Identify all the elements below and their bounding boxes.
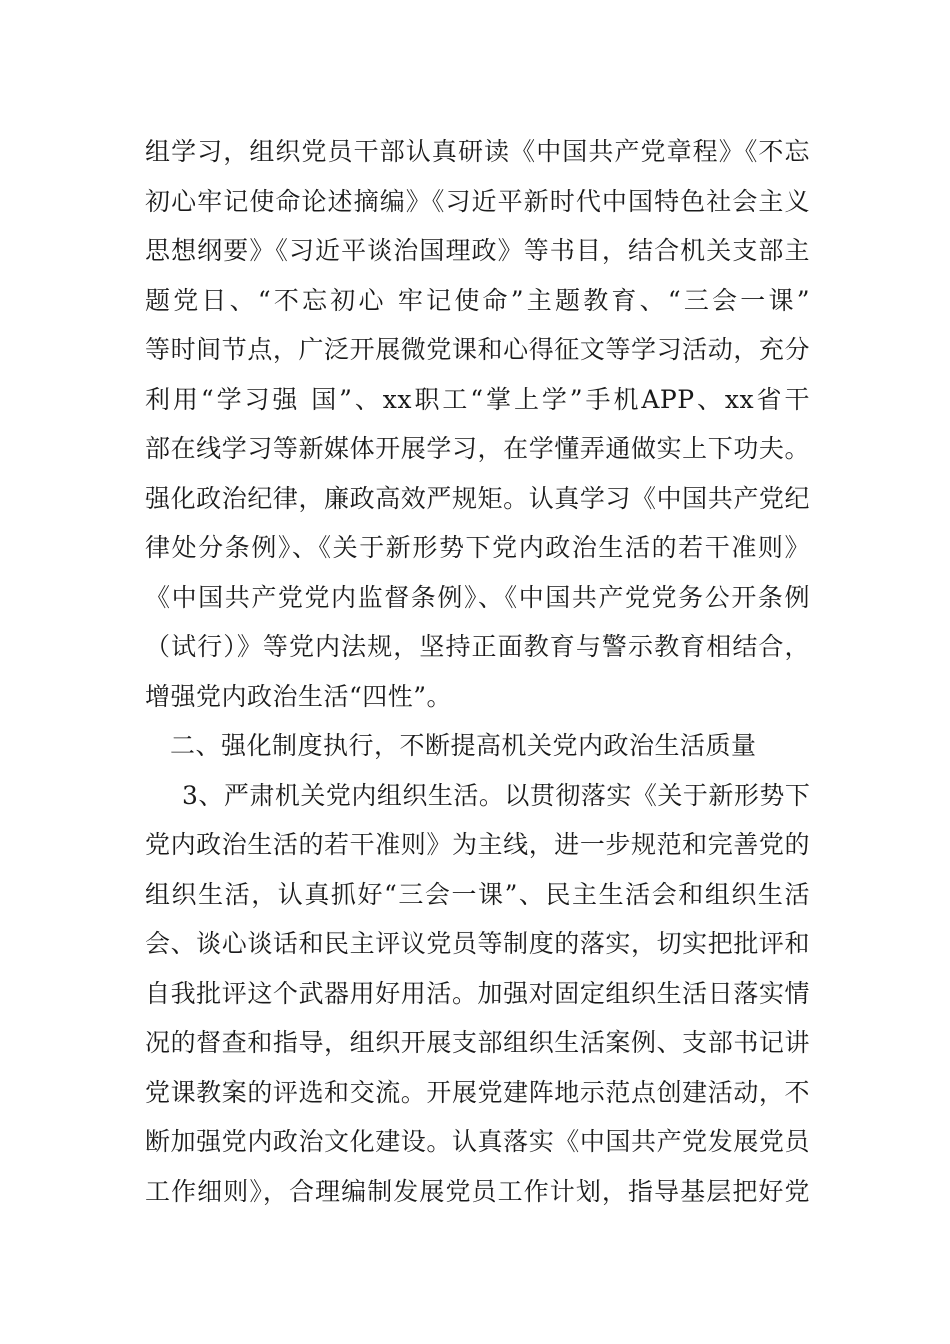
paragraph-line: 断加强党内政治文化建设。认真落实《中国共产党发展党员 bbox=[145, 1127, 810, 1156]
paragraph-line: 党内政治生活的若干准则》为主线，进一步规范和完善党的 bbox=[145, 830, 810, 859]
paragraph-line: 利用“学习强 国”、xx职工“掌上学”手机APP、xx省干 bbox=[145, 384, 810, 414]
paragraph-line: 等时间节点，广泛开展微党课和心得征文等学习活动，充分 bbox=[145, 335, 810, 364]
paragraph-line: 部在线学习等新媒体开展学习，在学懂弄通做实上下功夫。 bbox=[145, 434, 810, 463]
paragraph-line: 自我批评这个武器用好用活。加强对固定组织生活日落实情 bbox=[145, 978, 810, 1008]
section-heading: 二、强化制度执行，不断提高机关党内政治生活质量 bbox=[170, 731, 757, 760]
paragraph-line: 工作细则》，合理编制发展党员工作计划，指导基层把好党 bbox=[145, 1176, 810, 1206]
paragraph-line: 组学习，组织党员干部认真研读《中国共产党章程》《不忘 bbox=[145, 137, 810, 166]
paragraph-line: 初心牢记使命论述摘编》《习近平新时代中国特色社会主义 bbox=[145, 186, 810, 216]
paragraph-line: 律处分条例》、《关于新形势下党内政治生活的若干准则》 bbox=[145, 533, 810, 562]
paragraph-line: 增强党内政治生活“四性”。 bbox=[145, 681, 453, 711]
paragraph-line: 况的督查和指导，组织开展支部组织生活案例、支部书记讲 bbox=[145, 1028, 810, 1057]
paragraph-line: 《中国共产党党内监督条例》、《中国共产党党务公开条例 bbox=[145, 582, 810, 612]
paragraph-line: 强化政治纪律，廉政高效严规矩。认真学习《中国共产党纪 bbox=[145, 483, 810, 513]
document-body bbox=[145, 127, 810, 1216]
paragraph-line: （试行）》等党内法规，坚持正面教育与警示教育相结合， bbox=[145, 632, 810, 661]
paragraph-line: 会、谈心谈话和民主评议党员等制度的落实，切实把批评和 bbox=[145, 929, 810, 958]
paragraph-line: 思想纲要》《习近平谈治国理政》等书目，结合机关支部主 bbox=[145, 236, 810, 265]
paragraph-line: 组织生活，认真抓好“三会一课”、民主生活会和组织生活 bbox=[145, 879, 810, 909]
paragraph-line: 题党日、“不忘初心 牢记使命”主题教育、“三会一课” bbox=[145, 285, 810, 315]
paragraph-line: 党课教案的评选和交流。开展党建阵地示范点创建活动，不 bbox=[145, 1077, 810, 1107]
numbered-item-start: 3、严肃机关党内组织生活。以贯彻落实《关于新形势下 bbox=[182, 780, 810, 810]
